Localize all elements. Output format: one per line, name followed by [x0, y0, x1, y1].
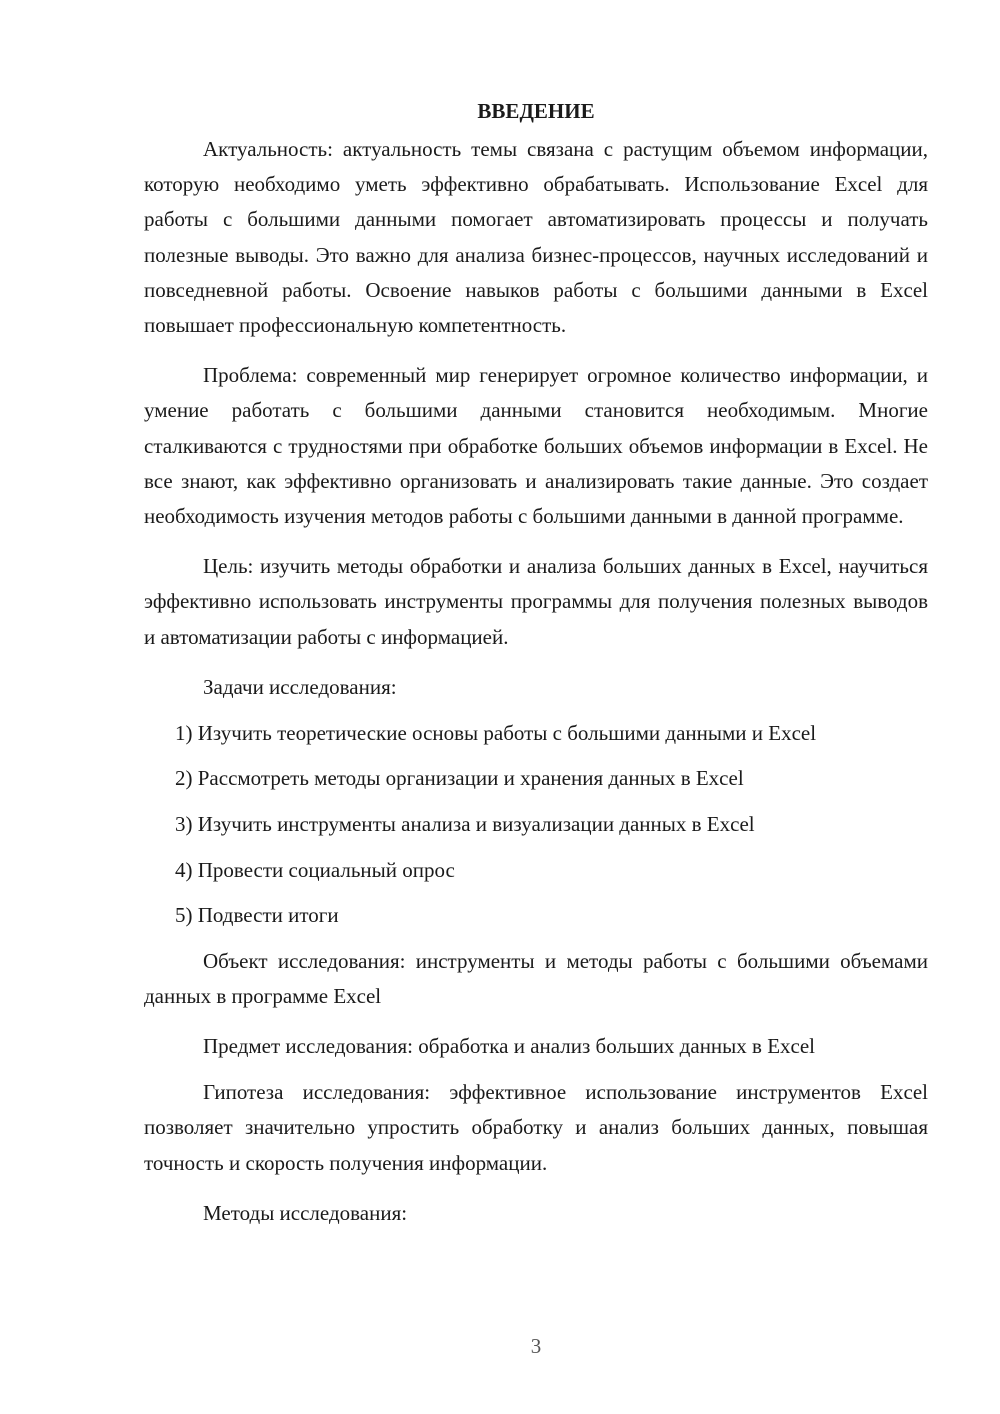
methods-heading: Методы исследования:	[203, 1200, 408, 1225]
tasks-heading: Задачи исследования:	[203, 674, 397, 699]
subject-paragraph: Предмет исследования: обработка и анализ больших данных в Excel	[203, 1034, 815, 1059]
object-paragraph: Объект исследования: инструменты и методы работы с большими объемами данных в программе Excel	[144, 948, 928, 1009]
task-item-2: 2) Рассмотреть методы организации и хранения данных в Excel	[175, 766, 744, 791]
section-title: ВВЕДЕНИЕ	[477, 99, 595, 123]
problem-paragraph: Проблема: современный мир генерирует огромное количество информации, и умение работать с большими данными становится необходимым. Многие сталкиваются с трудностями при обработке больших объемов информации в Excel. Не все знают, как эффективно организовать и анализировать такие данные. Это создает необходимость изучения методов работы с большими данными в данной программе.	[144, 363, 928, 529]
task-item-5: 5) Подвести итоги	[175, 903, 339, 928]
page-number: 3	[530, 1334, 542, 1358]
task-item-3: 3) Изучить инструменты анализа и визуализации данных в Excel	[175, 812, 755, 837]
task-item-4: 4) Провести социальный опрос	[175, 857, 455, 882]
page-content	[144, 96, 928, 1242]
tasks-list	[144, 716, 928, 933]
goal-paragraph: Цель: изучить методы обработки и анализа больших данных в Excel, научиться эффективно использовать инструменты программы для получения полезных выводов и автоматизации работы с информацией.	[144, 554, 928, 649]
actuality-paragraph: Актуальность: актуальность темы связана с растущим объемом информации, которую необходимо уметь эффективно обрабатывать. Использование Excel для работы с большими данными помогает автоматизировать процессы и получать полезные выводы. Это важно для анализа бизнес-процессов, научных исследований и повседневной работы. Освоение навыков работы с большими данными в Excel повышает профессиональную компетентность.	[144, 137, 928, 338]
hypothesis-paragraph: Гипотеза исследования: эффективное использование инструментов Excel позволяет значительно упростить обработку и анализ больших данных, повышая точность и скорость получения информации.	[144, 1080, 928, 1175]
task-item-1: 1) Изучить теоретические основы работы с большими данными и Excel	[175, 720, 817, 745]
